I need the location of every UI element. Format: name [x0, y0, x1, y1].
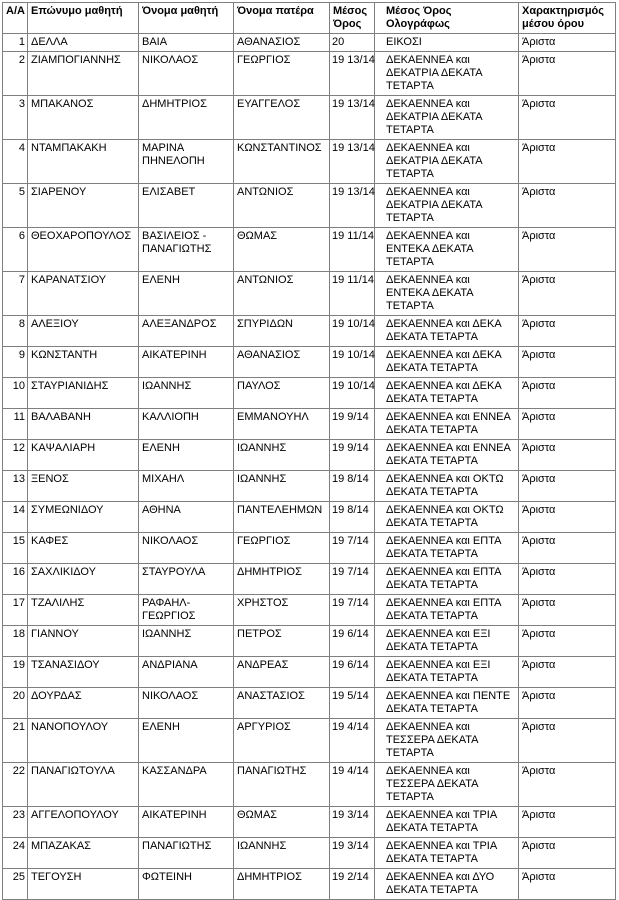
father-name-cell: ΧΡΗΣΤΟΣ [234, 595, 330, 626]
surname-cell: ΜΠΑΖΑΚΑΣ [28, 838, 139, 869]
surname-cell: ΓΙΑΝΝΟΥ [28, 626, 139, 657]
grade-label-cell: Άριστα [519, 807, 616, 838]
row-number-cell: 15 [3, 533, 28, 564]
first-name-cell: ΙΩΑΝΝΗΣ [139, 626, 234, 657]
surname-cell: ΚΑΦΕΣ [28, 533, 139, 564]
row-number-cell: 10 [3, 378, 28, 409]
surname-cell: ΖΙΑΜΠΟΓΙΑΝΝΗΣ [28, 52, 139, 96]
first-name-cell: ΙΩΑΝΝΗΣ [139, 378, 234, 409]
column-header-index: Α/Α [3, 3, 28, 34]
student-grades-table [2, 2, 616, 900]
row-number-cell: 19 [3, 657, 28, 688]
average-cell: 19 6/14 [330, 657, 375, 688]
table-row [3, 347, 616, 378]
average-cell: 19 6/14 [330, 626, 375, 657]
grade-label-cell: Άριστα [519, 440, 616, 471]
table-row [3, 96, 616, 140]
grade-label-cell: Άριστα [519, 502, 616, 533]
father-name-cell: ΑΝΑΣΤΑΣΙΟΣ [234, 688, 330, 719]
average-cell: 19 11/14 [330, 272, 375, 316]
average-words-cell: ΔΕΚΑΕΝΝΕΑ και ΕΠΤΑ ΔΕΚΑΤΑ ΤΕΤΑΡΤΑ [375, 533, 519, 564]
average-words-cell: ΔΕΚΑΕΝΝΕΑ και ΟΚΤΩ ΔΕΚΑΤΑ ΤΕΤΑΡΤΑ [375, 502, 519, 533]
average-words-cell: ΔΕΚΑΕΝΝΕΑ και ΕΝΝΕΑ ΔΕΚΑΤΑ ΤΕΤΑΡΤΑ [375, 409, 519, 440]
average-cell: 19 13/14 [330, 52, 375, 96]
father-name-cell: ΠΑΥΛΟΣ [234, 378, 330, 409]
table-row [3, 533, 616, 564]
column-header-grade-label: Χαρακτηρισμός μέσου όρου [519, 3, 616, 34]
average-cell: 19 10/14 [330, 316, 375, 347]
table-row [3, 316, 616, 347]
table-row [3, 272, 616, 316]
first-name-cell: ΑΙΚΑΤΕΡΙΝΗ [139, 807, 234, 838]
average-words-cell: ΔΕΚΑΕΝΝΕΑ και ΔΕΚΑΤΡΙΑ ΔΕΚΑΤΑ ΤΕΤΑΡΤΑ [375, 184, 519, 228]
average-words-cell: ΔΕΚΑΕΝΝΕΑ και ΕΠΤΑ ΔΕΚΑΤΑ ΤΕΤΑΡΤΑ [375, 595, 519, 626]
table-row [3, 626, 616, 657]
table-row [3, 502, 616, 533]
table-row [3, 763, 616, 807]
surname-cell: ΚΑΡΑΝΑΤΣΙΟΥ [28, 272, 139, 316]
father-name-cell: ΘΩΜΑΣ [234, 228, 330, 272]
table-row [3, 378, 616, 409]
row-number-cell: 12 [3, 440, 28, 471]
average-words-cell: ΔΕΚΑΕΝΝΕΑ και ΔΕΚΑΤΡΙΑ ΔΕΚΑΤΑ ΤΕΤΑΡΤΑ [375, 52, 519, 96]
row-number-cell: 21 [3, 719, 28, 763]
average-words-cell: ΔΕΚΑΕΝΝΕΑ και ΔΕΚΑ ΔΕΚΑΤΑ ΤΕΤΑΡΤΑ [375, 347, 519, 378]
row-number-cell: 23 [3, 807, 28, 838]
father-name-cell: ΓΕΩΡΓΙΟΣ [234, 52, 330, 96]
average-words-cell: ΔΕΚΑΕΝΝΕΑ και ΔΕΚΑΤΡΙΑ ΔΕΚΑΤΑ ΤΕΤΑΡΤΑ [375, 96, 519, 140]
row-number-cell: 25 [3, 869, 28, 900]
table-header [3, 3, 616, 34]
column-header-average: Μέσος Όρος [330, 3, 375, 34]
father-name-cell: ΑΝΤΩΝΙΟΣ [234, 272, 330, 316]
first-name-cell: ΕΛΕΝΗ [139, 272, 234, 316]
row-number-cell: 18 [3, 626, 28, 657]
surname-cell: ΣΙΑΡΕΝΟΥ [28, 184, 139, 228]
average-cell: 19 3/14 [330, 807, 375, 838]
average-cell: 19 8/14 [330, 471, 375, 502]
grade-label-cell: Άριστα [519, 378, 616, 409]
average-words-cell: ΔΕΚΑΕΝΝΕΑ και ΠΕΝΤΕ ΔΕΚΑΤΑ ΤΕΤΑΡΤΑ [375, 688, 519, 719]
average-words-cell: ΔΕΚΑΕΝΝΕΑ και ΕΠΤΑ ΔΕΚΑΤΑ ΤΕΤΑΡΤΑ [375, 564, 519, 595]
average-cell: 19 9/14 [330, 440, 375, 471]
average-words-cell: ΔΕΚΑΕΝΝΕΑ και ΤΕΣΣΕΡΑ ΔΕΚΑΤΑ ΤΕΤΑΡΤΑ [375, 719, 519, 763]
first-name-cell: ΦΩΤΕΙΝΗ [139, 869, 234, 900]
column-header-surname: Επώνυμο μαθητή [28, 3, 139, 34]
grade-label-cell: Άριστα [519, 272, 616, 316]
row-number-cell: 8 [3, 316, 28, 347]
surname-cell: ΚΩΝΣΤΑΝΤΗ [28, 347, 139, 378]
average-words-cell: ΔΕΚΑΕΝΝΕΑ και ΔΕΚΑ ΔΕΚΑΤΑ ΤΕΤΑΡΤΑ [375, 316, 519, 347]
father-name-cell: ΙΩΑΝΝΗΣ [234, 471, 330, 502]
father-name-cell: ΑΝΔΡΕΑΣ [234, 657, 330, 688]
grade-label-cell: Άριστα [519, 34, 616, 52]
average-words-cell: ΔΕΚΑΕΝΝΕΑ και ΔΕΚΑ ΔΕΚΑΤΑ ΤΕΤΑΡΤΑ [375, 378, 519, 409]
table-body [3, 34, 616, 900]
first-name-cell: ΕΛΙΣΑΒΕΤ [139, 184, 234, 228]
table-row [3, 688, 616, 719]
first-name-cell: ΑΝΔΡΙΑΝΑ [139, 657, 234, 688]
surname-cell: ΣΥΜΕΩΝΙΔΟΥ [28, 502, 139, 533]
table-row [3, 52, 616, 96]
father-name-cell: ΔΗΜΗΤΡΙΟΣ [234, 869, 330, 900]
table-row [3, 440, 616, 471]
first-name-cell: ΜΙΧΑΗΛ [139, 471, 234, 502]
row-number-cell: 6 [3, 228, 28, 272]
father-name-cell: ΑΘΑΝΑΣΙΟΣ [234, 34, 330, 52]
average-words-cell: ΔΕΚΑΕΝΝΕΑ και ΔΕΚΑΤΡΙΑ ΔΕΚΑΤΑ ΤΕΤΑΡΤΑ [375, 140, 519, 184]
grade-label-cell: Άριστα [519, 316, 616, 347]
surname-cell: ΑΛΕΞΙΟΥ [28, 316, 139, 347]
average-words-cell: ΔΕΚΑΕΝΝΕΑ και ΕΞΙ ΔΕΚΑΤΑ ΤΕΤΑΡΤΑ [375, 657, 519, 688]
row-number-cell: 9 [3, 347, 28, 378]
surname-cell: ΣΤΑΥΡΙΑΝΙΔΗΣ [28, 378, 139, 409]
average-words-cell: ΔΕΚΑΕΝΝΕΑ και ΤΡΙΑ ΔΕΚΑΤΑ ΤΕΤΑΡΤΑ [375, 807, 519, 838]
average-cell: 19 13/14 [330, 140, 375, 184]
average-cell: 19 11/14 [330, 228, 375, 272]
average-words-cell: ΔΕΚΑΕΝΝΕΑ και ΔΥΟ ΔΕΚΑΤΑ ΤΕΤΑΡΤΑ [375, 869, 519, 900]
father-name-cell: ΠΑΝΤΕΛΕΗΜΩΝ [234, 502, 330, 533]
father-name-cell: ΣΠΥΡΙΔΩΝ [234, 316, 330, 347]
first-name-cell: ΜΑΡΙΝΑ ΠΗΝΕΛΟΠΗ [139, 140, 234, 184]
surname-cell: ΘΕΟΧΑΡΟΠΟΥΛΟΣ [28, 228, 139, 272]
row-number-cell: 17 [3, 595, 28, 626]
row-number-cell: 3 [3, 96, 28, 140]
surname-cell: ΔΟΥΡΔΑΣ [28, 688, 139, 719]
row-number-cell: 4 [3, 140, 28, 184]
average-cell: 19 7/14 [330, 564, 375, 595]
average-cell: 19 4/14 [330, 719, 375, 763]
average-cell: 20 [330, 34, 375, 52]
first-name-cell: ΒΑΣΙΛΕΙΟΣ - ΠΑΝΑΓΙΩΤΗΣ [139, 228, 234, 272]
first-name-cell: ΠΑΝΑΓΙΩΤΗΣ [139, 838, 234, 869]
first-name-cell: ΔΗΜΗΤΡΙΟΣ [139, 96, 234, 140]
grade-label-cell: Άριστα [519, 96, 616, 140]
father-name-cell: ΑΘΑΝΑΣΙΟΣ [234, 347, 330, 378]
father-name-cell: ΕΜΜΑΝΟΥΗΛ [234, 409, 330, 440]
father-name-cell: ΕΥΑΓΓΕΛΟΣ [234, 96, 330, 140]
father-name-cell: ΚΩΝΣΤΑΝΤΙΝΟΣ [234, 140, 330, 184]
father-name-cell: ΙΩΑΝΝΗΣ [234, 440, 330, 471]
first-name-cell: ΚΑΣΣΑΝΔΡΑ [139, 763, 234, 807]
table-row [3, 719, 616, 763]
surname-cell: ΒΑΛΑΒΑΝΗ [28, 409, 139, 440]
first-name-cell: ΑΛΕΞΑΝΔΡΟΣ [139, 316, 234, 347]
grade-label-cell: Άριστα [519, 626, 616, 657]
father-name-cell: ΔΗΜΗΤΡΙΟΣ [234, 564, 330, 595]
average-words-cell: ΔΕΚΑΕΝΝΕΑ και ΤΡΙΑ ΔΕΚΑΤΑ ΤΕΤΑΡΤΑ [375, 838, 519, 869]
average-cell: 19 7/14 [330, 533, 375, 564]
table-row [3, 471, 616, 502]
surname-cell: ΞΕΝΟΣ [28, 471, 139, 502]
surname-cell: ΝΤΑΜΠΑΚΑΚΗ [28, 140, 139, 184]
first-name-cell: ΝΙΚΟΛΑΟΣ [139, 52, 234, 96]
surname-cell: ΤΖΑΛΙΛΗΣ [28, 595, 139, 626]
average-words-cell: ΔΕΚΑΕΝΝΕΑ και ΕΝΤΕΚΑ ΔΕΚΑΤΑ ΤΕΤΑΡΤΑ [375, 272, 519, 316]
table-row [3, 184, 616, 228]
father-name-cell: ΘΩΜΑΣ [234, 807, 330, 838]
father-name-cell: ΑΡΓΥΡΙΟΣ [234, 719, 330, 763]
grade-label-cell: Άριστα [519, 409, 616, 440]
grade-label-cell: Άριστα [519, 838, 616, 869]
average-words-cell: ΔΕΚΑΕΝΝΕΑ και ΟΚΤΩ ΔΕΚΑΤΑ ΤΕΤΑΡΤΑ [375, 471, 519, 502]
column-header-first-name: Όνομα μαθητή [139, 3, 234, 34]
table-row [3, 869, 616, 900]
average-cell: 19 5/14 [330, 688, 375, 719]
surname-cell: ΜΠΑΚΑΝΟΣ [28, 96, 139, 140]
average-cell: 19 10/14 [330, 347, 375, 378]
first-name-cell: ΑΙΚΑΤΕΡΙΝΗ [139, 347, 234, 378]
father-name-cell: ΑΝΤΩΝΙΟΣ [234, 184, 330, 228]
average-cell: 19 10/14 [330, 378, 375, 409]
column-header-father-name: Όνομα πατέρα [234, 3, 330, 34]
row-number-cell: 13 [3, 471, 28, 502]
table-row [3, 140, 616, 184]
average-cell: 19 8/14 [330, 502, 375, 533]
grade-label-cell: Άριστα [519, 688, 616, 719]
grade-label-cell: Άριστα [519, 763, 616, 807]
first-name-cell: ΣΤΑΥΡΟΥΛΑ [139, 564, 234, 595]
grade-label-cell: Άριστα [519, 140, 616, 184]
grade-label-cell: Άριστα [519, 347, 616, 378]
table-row [3, 595, 616, 626]
table-row [3, 228, 616, 272]
surname-cell: ΚΑΨΑΛΙΑΡΗ [28, 440, 139, 471]
father-name-cell: ΠΑΝΑΓΙΩΤΗΣ [234, 763, 330, 807]
table-row [3, 409, 616, 440]
first-name-cell: ΚΑΛΛΙΟΠΗ [139, 409, 234, 440]
grade-label-cell: Άριστα [519, 52, 616, 96]
grade-label-cell: Άριστα [519, 595, 616, 626]
average-words-cell: ΕΙΚΟΣΙ [375, 34, 519, 52]
row-number-cell: 14 [3, 502, 28, 533]
table-row [3, 838, 616, 869]
first-name-cell: ΒΑΙΑ [139, 34, 234, 52]
grade-label-cell: Άριστα [519, 719, 616, 763]
grade-label-cell: Άριστα [519, 184, 616, 228]
first-name-cell: ΡΑΦΑΗΛ-ΓΕΩΡΓΙΟΣ [139, 595, 234, 626]
grade-label-cell: Άριστα [519, 228, 616, 272]
row-number-cell: 24 [3, 838, 28, 869]
grade-label-cell: Άριστα [519, 533, 616, 564]
surname-cell: ΤΕΓΟΥΣΗ [28, 869, 139, 900]
father-name-cell: ΓΕΩΡΓΙΟΣ [234, 533, 330, 564]
average-cell: 19 13/14 [330, 184, 375, 228]
father-name-cell: ΙΩΑΝΝΗΣ [234, 838, 330, 869]
grade-label-cell: Άριστα [519, 869, 616, 900]
table-row [3, 807, 616, 838]
surname-cell: ΣΑΧΛΙΚΙΔΟΥ [28, 564, 139, 595]
first-name-cell: ΕΛΕΝΗ [139, 440, 234, 471]
average-cell: 19 3/14 [330, 838, 375, 869]
surname-cell: ΤΣΑΝΑΣΙΔΟΥ [28, 657, 139, 688]
header-row [3, 3, 616, 34]
first-name-cell: ΝΙΚΟΛΑΟΣ [139, 688, 234, 719]
average-cell: 19 2/14 [330, 869, 375, 900]
average-words-cell: ΔΕΚΑΕΝΝΕΑ και ΕΝΝΕΑ ΔΕΚΑΤΑ ΤΕΤΑΡΤΑ [375, 440, 519, 471]
average-words-cell: ΔΕΚΑΕΝΝΕΑ και ΕΝΤΕΚΑ ΔΕΚΑΤΑ ΤΕΤΑΡΤΑ [375, 228, 519, 272]
row-number-cell: 22 [3, 763, 28, 807]
row-number-cell: 2 [3, 52, 28, 96]
grade-label-cell: Άριστα [519, 657, 616, 688]
table-row [3, 564, 616, 595]
first-name-cell: ΕΛΕΝΗ [139, 719, 234, 763]
row-number-cell: 11 [3, 409, 28, 440]
average-cell: 19 9/14 [330, 409, 375, 440]
row-number-cell: 16 [3, 564, 28, 595]
row-number-cell: 20 [3, 688, 28, 719]
surname-cell: ΑΓΓΕΛΟΠΟΥΛΟΥ [28, 807, 139, 838]
average-words-cell: ΔΕΚΑΕΝΝΕΑ και ΕΞΙ ΔΕΚΑΤΑ ΤΕΤΑΡΤΑ [375, 626, 519, 657]
surname-cell: ΝΑΝΟΠΟΥΛΟΥ [28, 719, 139, 763]
row-number-cell: 1 [3, 34, 28, 52]
first-name-cell: ΑΘΗΝΑ [139, 502, 234, 533]
row-number-cell: 5 [3, 184, 28, 228]
grade-label-cell: Άριστα [519, 564, 616, 595]
surname-cell: ΔΕΛΛΑ [28, 34, 139, 52]
average-words-cell: ΔΕΚΑΕΝΝΕΑ και ΤΕΣΣΕΡΑ ΔΕΚΑΤΑ ΤΕΤΑΡΤΑ [375, 763, 519, 807]
grade-label-cell: Άριστα [519, 471, 616, 502]
father-name-cell: ΠΕΤΡΟΣ [234, 626, 330, 657]
first-name-cell: ΝΙΚΟΛΑΟΣ [139, 533, 234, 564]
average-cell: 19 13/14 [330, 96, 375, 140]
row-number-cell: 7 [3, 272, 28, 316]
average-cell: 19 4/14 [330, 763, 375, 807]
table-row [3, 657, 616, 688]
table-row [3, 34, 616, 52]
surname-cell: ΠΑΝΑΓΙΩΤΟΥΛΑ [28, 763, 139, 807]
average-cell: 19 7/14 [330, 595, 375, 626]
column-header-average-words: Μέσος Όρος Ολογράφως [375, 3, 519, 34]
